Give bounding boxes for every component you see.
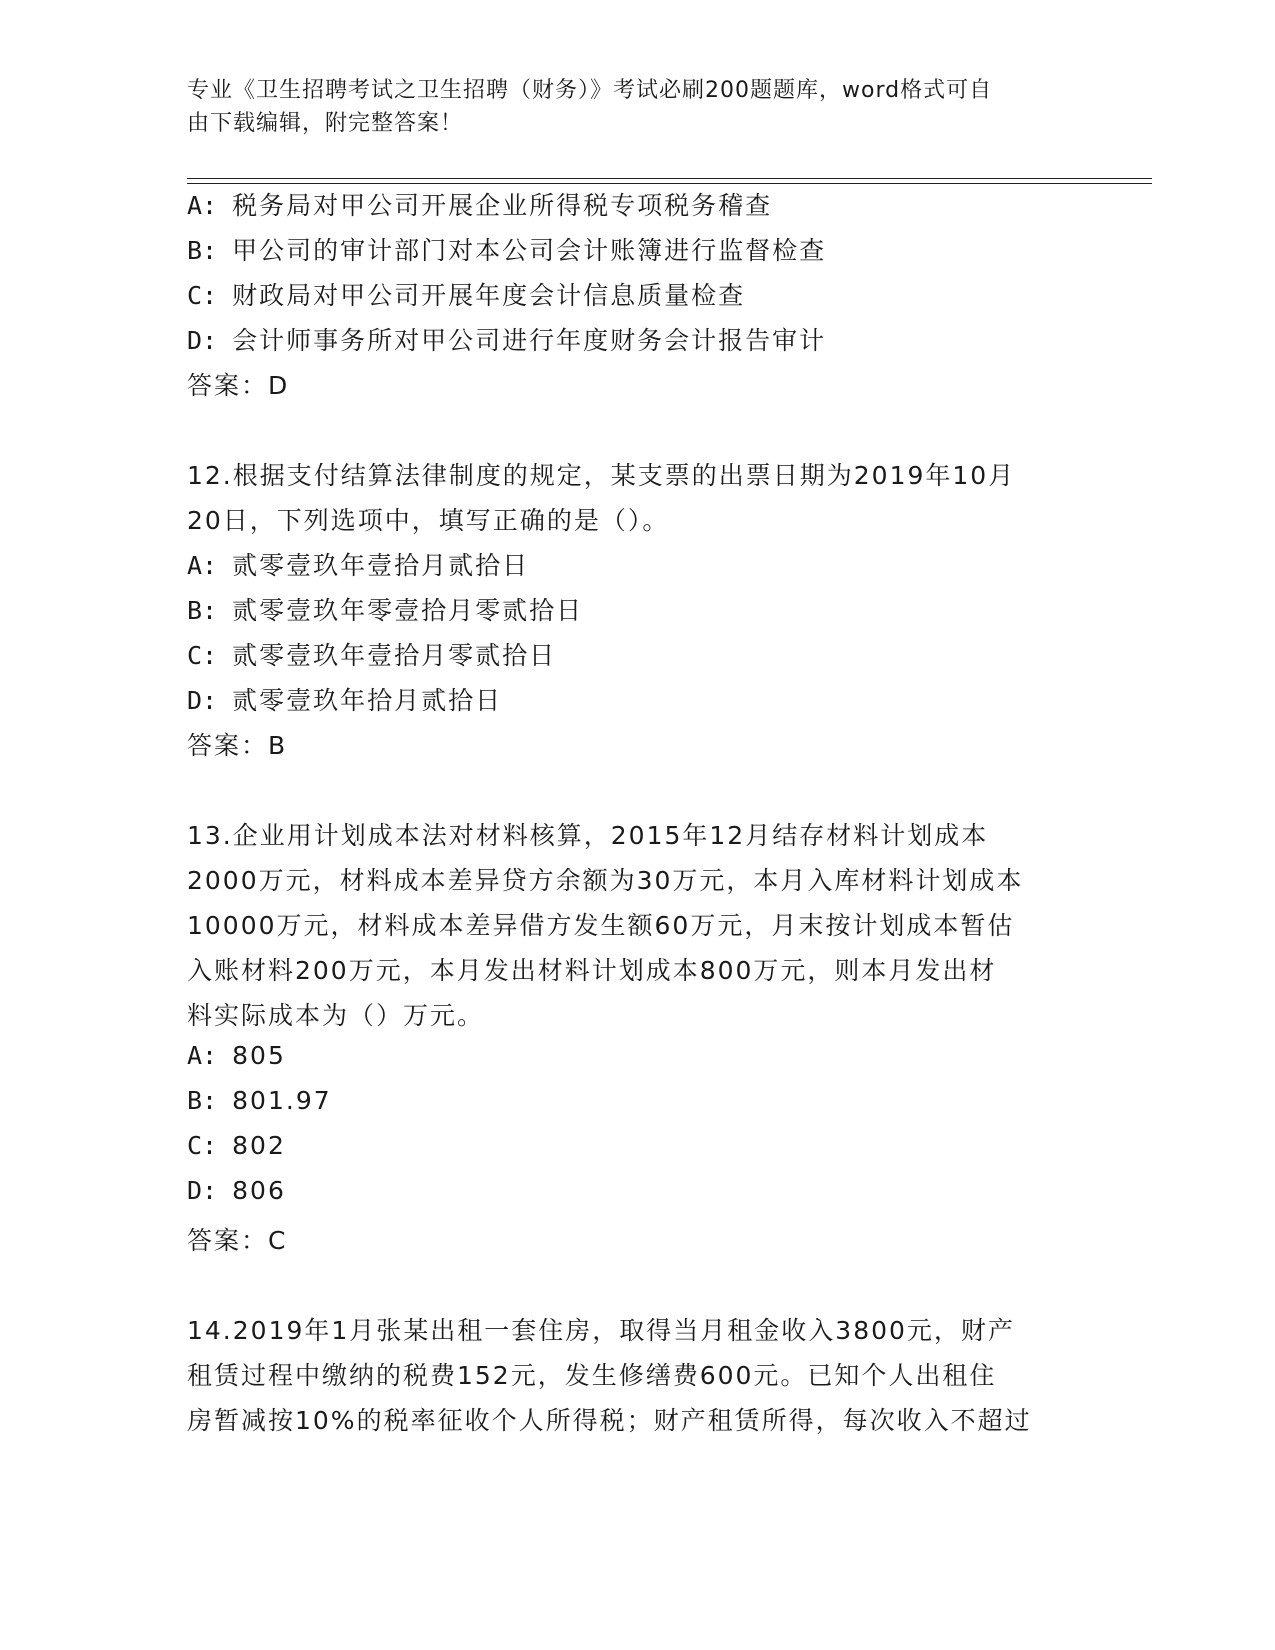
question-stem-line: 13.企业用计划成本法对材料核算，2015年12月结存材料计划成本 (187, 821, 989, 850)
option-c: C: 贰零壹玖年壹拾月零贰拾日 (187, 641, 557, 670)
option-d: D: 会计师事务所对甲公司进行年度财务会计报告审计 (187, 326, 827, 355)
option-a: A: 805 (187, 1041, 286, 1070)
answer: 答案：C (187, 1226, 288, 1255)
document-header (187, 74, 1067, 140)
option-a: A: 贰零壹玖年壹拾月贰拾日 (187, 551, 530, 580)
header-divider-top (187, 178, 1152, 179)
option-d: D: 806 (187, 1176, 286, 1205)
header-line-2: 由下载编辑，附完整答案！ (187, 111, 464, 136)
option-d: D: 贰零壹玖年拾月贰拾日 (187, 686, 503, 715)
question-stem-line: 12.根据支付结算法律制度的规定，某支票的出票日期为2019年10月 (187, 461, 1016, 490)
option-a: A: 税务局对甲公司开展企业所得税专项税务稽查 (187, 191, 773, 220)
answer: 答案：D (187, 371, 290, 400)
header-divider-bottom (187, 183, 1152, 184)
option-c: C: 802 (187, 1131, 286, 1160)
question-stem-line: 14.2019年1月张某出租一套住房，取得当月租金收入3800元，财产 (187, 1316, 1015, 1345)
option-c: C: 财政局对甲公司开展年度会计信息质量检查 (187, 281, 746, 310)
question-stem-line: 房暂减按10%的税率征收个人所得税；财产租赁所得，每次收入不超过 (187, 1406, 1032, 1435)
question-stem-line: 2000万元，材料成本差异贷方余额为30万元，本月入库材料计划成本 (187, 866, 1024, 895)
question-stem-line: 租赁过程中缴纳的税费152元，发生修缮费600元。已知个人出租住 (187, 1361, 997, 1390)
question-stem-line: 20日，下列选项中，填写正确的是（）。 (187, 506, 670, 535)
question-stem-line: 10000万元，材料成本差异借方发生额60万元，月末按计划成本暂估 (187, 911, 1015, 940)
answer: 答案：B (187, 731, 288, 760)
option-b: B: 贰零壹玖年零壹拾月零贰拾日 (187, 596, 584, 625)
question-stem-line: 入账材料200万元，本月发出材料计划成本800万元，则本月发出材 (187, 956, 997, 985)
option-b: B: 801.97 (187, 1086, 332, 1115)
question-stem-line: 料实际成本为（）万元。 (187, 1001, 485, 1030)
option-b: B: 甲公司的审计部门对本公司会计账簿进行监督检查 (187, 236, 827, 265)
header-line-1: 专业《卫生招聘考试之卫生招聘（财务）》考试必刷200题题库，word格式可自 (187, 78, 993, 103)
